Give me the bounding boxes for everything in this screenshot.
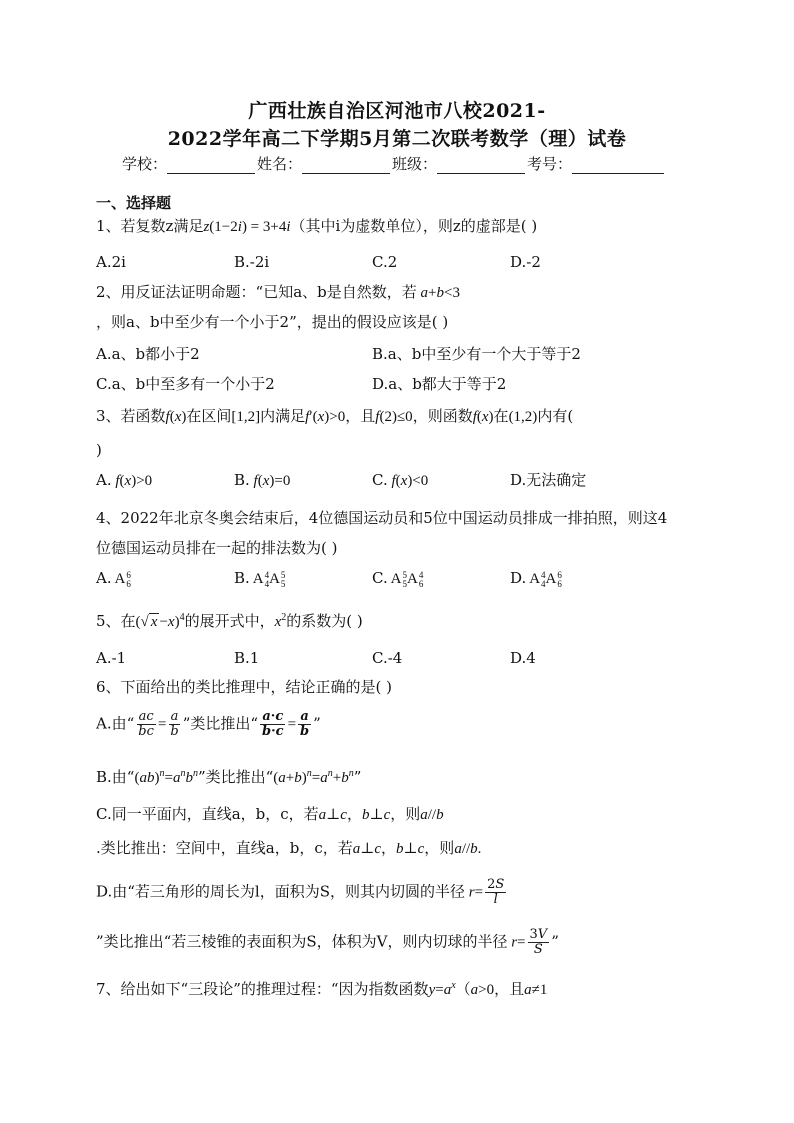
student-info-line	[122, 153, 666, 174]
q5-term: $x^2$	[274, 612, 287, 630]
q3-option-a[interactable]: A. f(x)>0	[96, 471, 153, 489]
q6-c-text2: ，则	[390, 805, 421, 823]
q7-function: $y=a^x$	[428, 980, 456, 998]
q3-text-g: 内有(	[537, 407, 574, 425]
class-label: 班级：	[392, 155, 438, 173]
q7-text-a: 7、给出如下“三段论”的推理过程：“因为指数函数	[96, 980, 429, 998]
q6-d-text1: D.由“若三角形的周长为l，面积为S，则其内切圆的半径	[96, 882, 466, 901]
q2-option-d[interactable]: D.a、b都大于等于2	[372, 375, 507, 393]
question-1-stem	[96, 216, 537, 237]
name-label: 姓名：	[257, 155, 303, 173]
q6-a-fraction1: $\frac{ac}{bc}$	[138, 709, 154, 739]
q3-interval-closed: [1,2]	[231, 409, 261, 425]
q7-cond1: a>0	[470, 982, 495, 998]
exam-title-line1: 广西壮族自治区河池市八校2021-	[248, 100, 546, 122]
q6-b-formula2: $(a+b)^n=a^n+b^n$	[273, 768, 354, 786]
q5-option-a[interactable]: A.-1	[96, 649, 127, 667]
q2-option-b[interactable]: B.a、b中至少有一个大于等于2	[372, 345, 581, 363]
q6-option-a[interactable]: A.由“ $\frac{ac}{bc}$ = $\frac{a}{b}$ ”类比推出“ $\frac{a\cdot c}{b\cdot c}$ = $\frac{a}{b}$ ”	[96, 709, 321, 739]
q6-c-comma1: ，	[346, 805, 362, 823]
q3-option-c-label: C.	[372, 471, 388, 489]
school-blank[interactable]	[167, 157, 255, 174]
section-heading: 一、选择题	[96, 194, 172, 212]
q2-condition: a+b<3	[420, 285, 460, 301]
q5-option-b[interactable]: B.1	[234, 649, 260, 667]
question-3-stem	[96, 406, 573, 427]
q5-text-c: 的系数为( )	[286, 612, 363, 630]
q3-text-d: ，且	[345, 407, 376, 425]
q6-option-b[interactable]	[96, 764, 361, 788]
q3-stem-cont: )	[96, 441, 102, 459]
q2-option-c[interactable]: C.a、b中至多有一个小于2	[96, 375, 275, 393]
q7-text-b: （	[455, 980, 471, 998]
q4-option-d[interactable]: D. A 4 4 A 6 6	[510, 569, 562, 589]
q3-text-a: 3、若函数	[96, 407, 166, 425]
q2-option-a[interactable]: A.a、b都小于2	[96, 345, 200, 363]
q6-a-fraction2: $\frac{a}{b}$	[170, 709, 179, 739]
q6-c-comma2: ，	[381, 839, 397, 857]
q5-binomial: (√ x −x)$^4$	[135, 612, 185, 630]
q3-fx2: f(x)	[472, 409, 494, 425]
name-blank[interactable]	[302, 157, 390, 174]
q3-interval-open: (1,2)	[508, 409, 538, 425]
q4-option-d-label: D.	[510, 569, 527, 587]
q3-f2: f(2)≤0	[375, 409, 413, 425]
q3-derivative: f′(x)>0	[305, 409, 346, 425]
exam-title-line2: 2022学年高二下学期5月第二次联考数学（理）试卷	[167, 128, 627, 150]
question-5-stem	[96, 608, 363, 632]
q6-d-text2: ”类比推出“若三棱锥的表面积为S，体积为V，则内切球的半径	[96, 932, 508, 951]
q4-option-b[interactable]: B. A 4 4 A 5 5	[234, 569, 286, 589]
class-field	[392, 153, 527, 174]
q1-stem-tail: （其中i为虚数单位），则z的虚部是( )	[290, 217, 538, 235]
q6-b-text2: ”类比推出“	[197, 768, 274, 786]
q1-option-d[interactable]: D.-2	[510, 253, 541, 271]
q4-option-c-label: C.	[372, 569, 388, 587]
exam-number-label: 考号：	[527, 155, 573, 173]
q6-a-fraction4: $\frac{a}{b}$	[300, 709, 310, 739]
q4-option-a[interactable]: A. A 6 6	[96, 569, 131, 589]
q3-option-c[interactable]: C. f(x)<0	[372, 471, 429, 489]
q6-c-text4: ，则	[424, 839, 455, 857]
school-label: 学校：	[122, 155, 168, 173]
q4-option-a-label: A.	[96, 569, 112, 587]
q6-b-text1: B.由“	[96, 768, 135, 786]
question-7-stem	[96, 976, 547, 1000]
q6-a-text3: ”	[313, 714, 321, 733]
q6-option-c-line1[interactable]: C.同一平面内，直线a，b，c，若a⊥c，b⊥c，则a//b	[96, 805, 444, 823]
q3-text-f: 在	[493, 407, 509, 425]
exam-number-blank[interactable]	[572, 157, 664, 174]
q5-text-a: 5、在	[96, 612, 136, 630]
q3-option-b-label: B.	[234, 471, 250, 489]
q6-b-text3: ”	[353, 768, 362, 786]
question-2-stem	[96, 282, 460, 303]
q6-c-text1: C.同一平面内，直线a，b，c，若	[96, 805, 319, 823]
q1-option-b[interactable]: B.-2i	[234, 253, 270, 271]
q3-text-c: 内满足	[260, 407, 306, 425]
q3-text-b: 在区间	[186, 407, 232, 425]
q6-b-formula1: $(ab)^n=a^nb^n$	[134, 768, 198, 786]
question-2-stem-cont: ，则a、b中至少有一个小于2”，提出的假设应该是( )	[96, 313, 449, 331]
q1-equation: z(1−2i) = 3+4i	[203, 219, 291, 235]
exam-number-field	[527, 153, 666, 174]
q5-text-b: 的展开式中，	[184, 612, 275, 630]
q6-c-text3: .类比推出：空间中，直线a，b，c，若	[96, 839, 353, 857]
q7-text-c: ，且	[494, 980, 525, 998]
q4-option-c[interactable]: C. A 5 5 A 4 6	[372, 569, 424, 589]
q6-a-text2: ”类比推出“	[182, 714, 259, 733]
class-blank[interactable]	[437, 157, 525, 174]
q1-option-a[interactable]: A.2i	[96, 253, 126, 271]
q3-text-e: ，则函数	[412, 407, 473, 425]
q6-d-fraction2: $\frac{3V}{S}$	[529, 927, 548, 957]
q6-d-text3: ”	[551, 932, 559, 951]
q6-d-fraction1: $\frac{2S}{l}$	[487, 877, 505, 907]
question-4-stem-line1: 4、2022年北京冬奥会结束后，4位德国运动员和5位中国运动员排成一排拍照，则这4	[96, 509, 668, 527]
q3-option-b[interactable]: B. f(x)=0	[234, 471, 291, 489]
q2-stem-text: 2、用反证法证明命题：“已知a、b是自然数，若	[96, 283, 417, 301]
q3-option-a-label: A.	[96, 471, 112, 489]
q3-option-d[interactable]: D.无法确定	[510, 471, 587, 489]
q1-stem-text: 1、若复数z满足	[96, 217, 204, 235]
q6-option-d-line1[interactable]: D.由“若三角形的周长为l，面积为S，则其内切圆的半径 r= $\frac{2S}{l}$	[96, 877, 505, 907]
q5-option-c[interactable]: C.-4	[372, 649, 403, 667]
name-field	[257, 153, 392, 174]
q4-option-b-label: B.	[234, 569, 250, 587]
q3-fx: f(x)	[165, 409, 187, 425]
q1-option-c[interactable]: C.2	[372, 253, 398, 271]
school-field	[122, 153, 257, 174]
question-6-stem: 6、下面给出的类比推理中，结论正确的是( )	[96, 678, 393, 696]
question-4-stem-line2: 位德国运动员排在一起的排法数为( )	[96, 539, 338, 557]
q6-a-fraction3: $\frac{a\cdot c}{b\cdot c}$	[262, 709, 284, 739]
q7-cond2: a≠1	[524, 982, 548, 998]
q6-a-text1: A.由“	[96, 714, 135, 733]
q6-option-d-line2: ”类比推出“若三棱锥的表面积为S，体积为V，则内切球的半径 r= $\frac{3V}{S}$ ”	[96, 927, 559, 957]
q5-option-d[interactable]: D.4	[510, 649, 536, 667]
q6-option-c-line2: .类比推出：空间中，直线a，b，c，若a⊥c，b⊥c，则a//b.	[96, 839, 482, 857]
